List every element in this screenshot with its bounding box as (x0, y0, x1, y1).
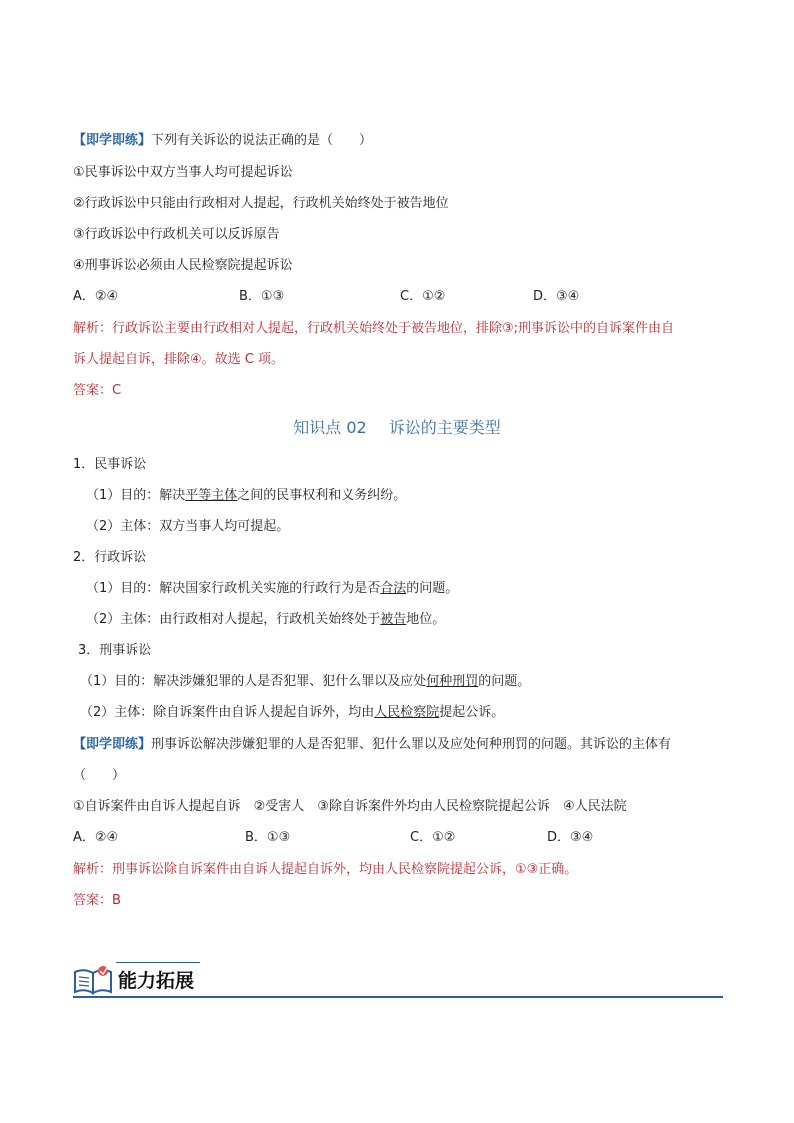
practice2-option-c: C．①② (410, 830, 456, 845)
practice1-option-d: D．③④ (533, 289, 580, 304)
practice1-statement-2: ②行政诉讼中只能由行政相对人提起，行政机关始终处于被告地位 (73, 196, 449, 211)
admin-heading: 2．行政诉讼 (73, 550, 147, 565)
extension-top-line (116, 962, 200, 963)
civil-purpose-key: 平等主体 (185, 488, 238, 503)
practice1-tag: 【即学即练】 (73, 133, 152, 148)
practice1-option-c: C．①② (400, 289, 446, 304)
admin-subject-key: 被告 (380, 612, 407, 627)
practice2-answer: 答案：B (73, 893, 121, 908)
practice2-tag: 【即学即练】 (73, 737, 152, 752)
criminal-subject (80, 704, 504, 722)
practice1-analysis-2: 诉人提起自诉，排除④。故选 C 项。 (73, 352, 284, 367)
civil-heading: 1．民事诉讼 (73, 457, 147, 472)
practice2-option-d: D．③④ (547, 830, 594, 845)
section-number: 知识点 02 (293, 418, 367, 437)
practice2-option-b: B．①③ (245, 830, 291, 845)
practice1-answer: 答案：C (73, 383, 122, 398)
criminal-purpose (80, 673, 530, 691)
section-heading (0, 417, 794, 439)
extension-divider (73, 996, 723, 998)
practice2-analysis: 解析：刑事诉讼除自诉案件由自诉人提起自诉外，均由人民检察院提起公诉，①③正确。 (73, 862, 578, 877)
admin-purpose-key: 合法 (380, 581, 407, 596)
admin-purpose-pre: （1）目的：解决国家行政机关实施的行政行为是否 (86, 581, 381, 596)
open-book-icon (72, 962, 114, 996)
civil-subject: （2）主体：双方当事人均可提起。 (86, 519, 290, 534)
practice1-question-line (73, 132, 372, 150)
practice1-question: 下列有关诉讼的说法正确的是（ ） (151, 133, 373, 148)
criminal-purpose-post: 的问题。 (478, 674, 531, 689)
practice1-statement-1: ①民事诉讼中双方当事人均可提起诉讼 (73, 165, 293, 180)
practice1-statement-4: ④刑事诉讼必须由人民检察院提起诉讼 (73, 258, 293, 273)
admin-subject (86, 611, 445, 629)
criminal-subject-key: 人民检察院 (374, 705, 440, 720)
civil-purpose-pre: （1）目的：解决 (86, 488, 186, 503)
practice2-option-a: A．②④ (73, 830, 119, 845)
criminal-purpose-key: 何种刑罚 (426, 674, 479, 689)
criminal-heading: 3．刑事诉讼 (78, 643, 152, 658)
practice2-question-1: 刑事诉讼解决涉嫌犯罪的人是否犯罪、犯什么罪以及应处何种刑罚的问题。其诉讼的主体有 (151, 737, 672, 752)
criminal-subject-post: 提起公诉。 (439, 705, 505, 720)
practice2-question-line (73, 736, 671, 754)
criminal-subject-pre: （2）主体：除自诉案件由自诉人提起自诉外，均由 (80, 705, 375, 720)
criminal-purpose-pre: （1）目的：解决涉嫌犯罪的人是否犯罪、犯什么罪以及应处 (80, 674, 427, 689)
practice2-statements: ①自诉案件由自诉人提起自诉 ②受害人 ③除自诉案件外均由人民检察院提起公诉 ④人民法院 (73, 799, 627, 814)
practice2-question-2: （ ） (73, 768, 126, 783)
practice1-analysis-1: 解析：行政诉讼主要由行政相对人提起，行政机关始终处于被告地位，排除③;刑事诉讼中的自诉案件由自 (73, 321, 675, 336)
admin-purpose (86, 580, 458, 598)
civil-purpose-post: 之间的民事权利和义务纠纷。 (237, 488, 407, 503)
practice1-option-a: A．②④ (73, 289, 119, 304)
extension-title: 能力拓展 (118, 970, 195, 992)
admin-subject-pre: （2）主体：由行政相对人提起，行政机关始终处于 (86, 612, 381, 627)
practice1-statement-3: ③行政诉讼中行政机关可以反诉原告 (73, 227, 280, 242)
section-title: 诉讼的主要类型 (388, 418, 501, 437)
admin-subject-post: 地位。 (406, 612, 446, 627)
civil-purpose (86, 487, 406, 505)
admin-purpose-post: 的问题。 (406, 581, 459, 596)
practice1-option-b: B．①③ (239, 289, 285, 304)
